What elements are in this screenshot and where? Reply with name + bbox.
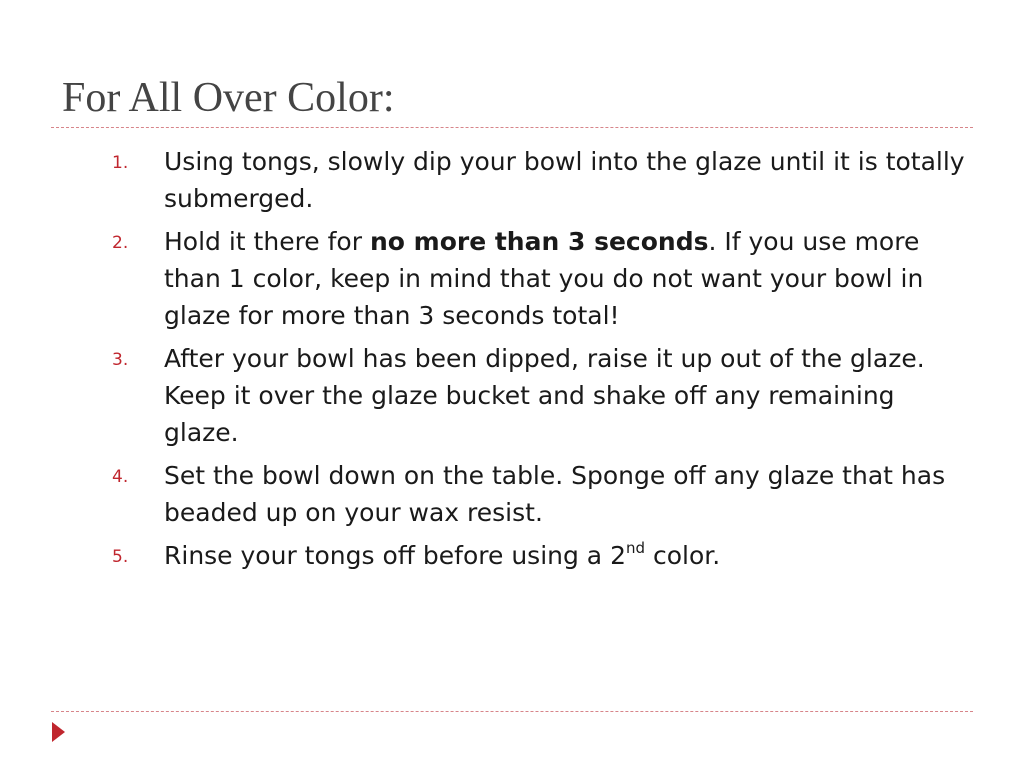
step-text-part: Hold it there for	[164, 227, 370, 256]
step-number: 5.	[112, 547, 129, 567]
list-item	[112, 340, 972, 451]
step-text	[164, 227, 923, 330]
triangle-right-icon	[52, 722, 65, 742]
step-superscript: nd	[625, 539, 646, 557]
step-number: 4.	[112, 467, 129, 487]
list-item	[112, 223, 972, 334]
list-item	[112, 537, 972, 574]
steps-list	[112, 143, 972, 580]
step-text: Set the bowl down on the table. Sponge off any glaze that has beaded up on your wax resist.	[164, 461, 946, 527]
step-number: 1.	[112, 153, 129, 173]
step-text	[164, 541, 720, 570]
step-number: 2.	[112, 233, 129, 253]
step-text: Using tongs, slowly dip your bowl into the glaze until it is totally submerged.	[164, 147, 965, 213]
list-item	[112, 457, 972, 531]
slide-title: For All Over Color:	[62, 75, 395, 121]
footer-divider	[51, 711, 973, 712]
step-emphasis: no more than 3 seconds	[369, 227, 709, 256]
step-text-part: color.	[645, 541, 721, 570]
step-number: 3.	[112, 350, 129, 370]
list-item	[112, 143, 972, 217]
step-text: After your bowl has been dipped, raise it up out of the glaze. Keep it over the glaze bucket and shake off any remaining glaze.	[164, 344, 925, 447]
step-text-part: Rinse your tongs off before using a 2	[164, 541, 626, 570]
step-text-part: . If you use more than 1 color, keep in mind that you do not want your bowl in glaze for more than 3 seconds total!	[164, 227, 924, 330]
title-divider	[51, 127, 973, 128]
